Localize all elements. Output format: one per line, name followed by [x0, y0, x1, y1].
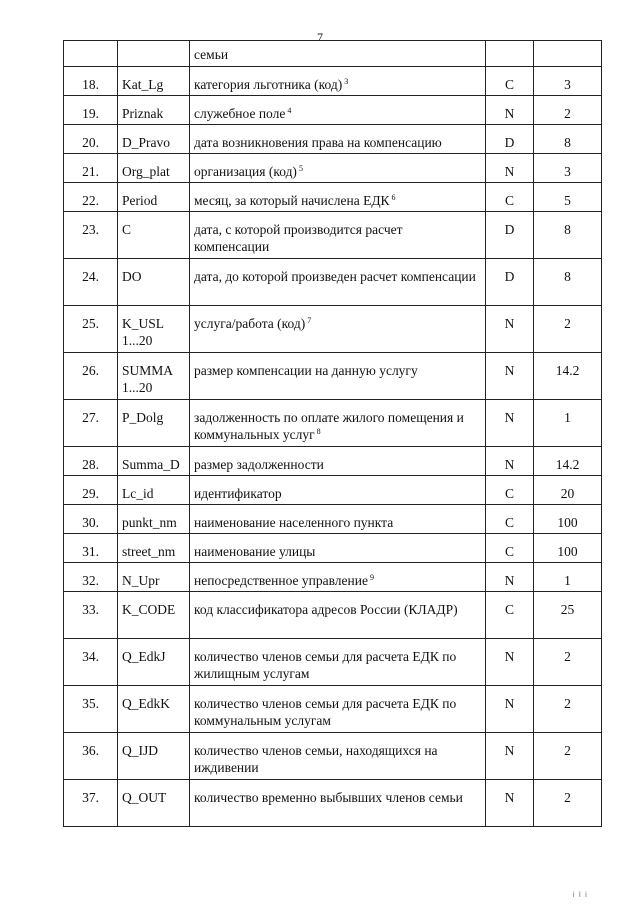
- footnote-marker: 5: [298, 163, 303, 173]
- cell-field: [118, 447, 190, 476]
- table-row: [64, 306, 602, 353]
- cell-description-text: идентификатор: [194, 486, 282, 501]
- cell-description-text: размер задолженности: [194, 457, 324, 472]
- cell-field: [118, 780, 190, 827]
- cell-number: [64, 41, 118, 67]
- cell-field-text: Q_EdkJ: [122, 649, 166, 664]
- cell-length: [534, 67, 602, 96]
- cell-description-text: наименование улицы: [194, 544, 316, 559]
- cell-number-text: 27.: [82, 410, 99, 425]
- footnote-marker: 6: [391, 192, 396, 202]
- cell-number-text: 31.: [82, 544, 99, 559]
- cell-number-text: 29.: [82, 486, 99, 501]
- cell-length-text: 100: [557, 544, 578, 559]
- table-row: [64, 125, 602, 154]
- cell-type-text: D: [504, 135, 515, 150]
- cell-description-text: дата возникновения права на компенсацию: [194, 135, 442, 150]
- cell-length-text: 2: [564, 106, 571, 121]
- cell-number: [64, 563, 118, 592]
- cell-field: [118, 67, 190, 96]
- cell-field-text: Q_IJD: [122, 743, 158, 758]
- cell-type: [486, 592, 534, 639]
- cell-field-text: D_Pravo: [122, 135, 170, 150]
- cell-description-text: размер компенсации на данную услугу: [194, 363, 418, 378]
- cell-type: [486, 306, 534, 353]
- cell-length: [534, 41, 602, 67]
- cell-description-text: категория льготника (код): [194, 77, 343, 92]
- cell-field-text: street_nm: [122, 544, 176, 559]
- cell-type-text: N: [504, 649, 515, 664]
- cell-type-text: N: [504, 573, 515, 588]
- cell-number: [64, 96, 118, 125]
- cell-type: [486, 212, 534, 259]
- cell-type: [486, 639, 534, 686]
- cell-number-text: 21.: [82, 164, 99, 179]
- cell-length-text: 2: [564, 649, 571, 664]
- cell-number: [64, 686, 118, 733]
- cell-number-text: 30.: [82, 515, 99, 530]
- cell-number: [64, 125, 118, 154]
- cell-description-text: дата, до которой произведен расчет компенсации: [194, 269, 476, 284]
- cell-type: [486, 125, 534, 154]
- cell-field: [118, 505, 190, 534]
- cell-field-text: N_Upr: [122, 573, 160, 588]
- cell-type-text: N: [504, 743, 515, 758]
- cell-description: [190, 563, 486, 592]
- cell-length: [534, 400, 602, 447]
- cell-field-text: Lc_id: [122, 486, 154, 501]
- cell-length-text: 20: [560, 486, 575, 501]
- cell-description-text: организация (код): [194, 164, 297, 179]
- cell-length: [534, 259, 602, 306]
- cell-description: [190, 780, 486, 827]
- cell-number-text: 32.: [82, 573, 99, 588]
- cell-number: [64, 476, 118, 505]
- cell-field-text: Summa_D: [122, 457, 180, 472]
- table-row: [64, 534, 602, 563]
- cell-number-text: 36.: [82, 743, 99, 758]
- cell-description: [190, 259, 486, 306]
- cell-type-text: D: [504, 269, 515, 284]
- cell-field: [118, 259, 190, 306]
- cell-length-text: 8: [564, 269, 571, 284]
- cell-type-text: N: [504, 106, 515, 121]
- cell-type-text: N: [504, 790, 515, 805]
- cell-description: [190, 639, 486, 686]
- cell-length: [534, 534, 602, 563]
- cell-field: [118, 212, 190, 259]
- cell-type-text: C: [504, 544, 514, 559]
- table-row: [64, 183, 602, 212]
- cell-description: [190, 733, 486, 780]
- cell-number: [64, 67, 118, 96]
- cell-length-text: 3: [564, 77, 571, 92]
- cell-description: [190, 212, 486, 259]
- cell-length: [534, 125, 602, 154]
- cell-number: [64, 447, 118, 476]
- cell-type: [486, 476, 534, 505]
- cell-length: [534, 780, 602, 827]
- cell-description: [190, 353, 486, 400]
- cell-description: семьи: [190, 41, 486, 67]
- cell-length-text: 8: [564, 222, 571, 237]
- table-row: [64, 96, 602, 125]
- footnote-marker: 7: [307, 315, 312, 325]
- cell-length-text: 100: [557, 515, 578, 530]
- footnote-marker: 8: [316, 426, 321, 436]
- cell-type: [486, 400, 534, 447]
- corner-mark: i l i: [572, 891, 588, 899]
- cell-length: [534, 306, 602, 353]
- cell-description-text: количество членов семьи для расчета ЕДК по коммунальным услугам: [194, 696, 457, 728]
- cell-type-text: C: [504, 602, 514, 617]
- cell-type: [486, 780, 534, 827]
- cell-field-text: K_CODE: [122, 602, 176, 617]
- cell-description: [190, 306, 486, 353]
- cell-length: [534, 733, 602, 780]
- cell-number: [64, 353, 118, 400]
- cell-field-text: Period: [122, 193, 158, 208]
- cell-field: [118, 476, 190, 505]
- cell-description: [190, 183, 486, 212]
- cell-length-text: 8: [564, 135, 571, 150]
- cell-description: [190, 476, 486, 505]
- table-row: [64, 353, 602, 400]
- cell-description-text: количество временно выбывших членов семьи: [194, 790, 463, 805]
- cell-type: [486, 353, 534, 400]
- cell-field-text: K_USL 1...20: [122, 316, 164, 348]
- cell-field: [118, 306, 190, 353]
- footnote-marker: 9: [369, 572, 374, 582]
- cell-type-text: N: [504, 696, 515, 711]
- cell-length: [534, 183, 602, 212]
- cell-field-text: Q_EdkK: [122, 696, 170, 711]
- cell-description: [190, 686, 486, 733]
- cell-length-text: 14.2: [555, 457, 580, 472]
- cell-length-text: 1: [564, 573, 571, 588]
- cell-field: [118, 639, 190, 686]
- cell-type-text: C: [504, 515, 514, 530]
- cell-type: [486, 686, 534, 733]
- cell-type: [486, 534, 534, 563]
- cell-number-text: 25.: [82, 316, 99, 331]
- cell-type-text: C: [504, 193, 514, 208]
- cell-description: [190, 96, 486, 125]
- cell-number: [64, 534, 118, 563]
- cell-field-text: Org_plat: [122, 164, 170, 179]
- cell-field-text: C: [122, 222, 132, 237]
- cell-number: [64, 259, 118, 306]
- cell-length-text: 2: [564, 316, 571, 331]
- cell-field-text: Kat_Lg: [122, 77, 164, 92]
- table-row: [64, 780, 602, 827]
- table-row: [64, 505, 602, 534]
- cell-field: [118, 733, 190, 780]
- table-row: [64, 592, 602, 639]
- cell-length: [534, 592, 602, 639]
- cell-length: [534, 686, 602, 733]
- cell-field-text: Q_OUT: [122, 790, 167, 805]
- cell-type: [486, 505, 534, 534]
- cell-length-text: 2: [564, 696, 571, 711]
- cell-description-text: служебное поле: [194, 106, 286, 121]
- table-row: [64, 447, 602, 476]
- cell-number: [64, 400, 118, 447]
- cell-length: [534, 353, 602, 400]
- cell-type: [486, 41, 534, 67]
- cell-type: [486, 563, 534, 592]
- cell-number-text: 20.: [82, 135, 99, 150]
- cell-type-text: N: [504, 363, 515, 378]
- cell-number-text: 18.: [82, 77, 99, 92]
- cell-description: [190, 125, 486, 154]
- cell-type: [486, 447, 534, 476]
- cell-number: [64, 306, 118, 353]
- cell-number-text: 26.: [82, 363, 99, 378]
- cell-type: [486, 67, 534, 96]
- cell-type-text: C: [504, 486, 514, 501]
- cell-length: [534, 639, 602, 686]
- cell-field-text: SUMMA 1...20: [122, 363, 173, 395]
- cell-number: [64, 592, 118, 639]
- table-row: [64, 212, 602, 259]
- cell-field-text: P_Dolg: [122, 410, 164, 425]
- cell-length: [534, 447, 602, 476]
- cell-length: [534, 505, 602, 534]
- table-row: [64, 259, 602, 306]
- cell-description-text: количество членов семьи, находящихся на иждивении: [194, 743, 438, 775]
- table-row: [64, 563, 602, 592]
- cell-length-text: 2: [564, 790, 571, 805]
- table-row-continuation: [64, 41, 602, 67]
- cell-field: [118, 96, 190, 125]
- cell-description-text: код классификатора адресов России (КЛАДР): [194, 602, 458, 617]
- cell-number-text: 34.: [82, 649, 99, 664]
- cell-number-text: 28.: [82, 457, 99, 472]
- cell-number-text: 19.: [82, 106, 99, 121]
- cell-type: [486, 154, 534, 183]
- cell-number-text: 35.: [82, 696, 99, 711]
- fields-table: [63, 40, 602, 827]
- cell-type: [486, 733, 534, 780]
- cell-field: [118, 41, 190, 67]
- footnote-marker: 3: [344, 76, 349, 86]
- cell-number: [64, 780, 118, 827]
- cell-description: [190, 534, 486, 563]
- cell-length-text: 14.2: [555, 363, 580, 378]
- cell-type-text: N: [504, 410, 515, 425]
- cell-length-text: 1: [564, 410, 571, 425]
- cell-field: [118, 592, 190, 639]
- cell-type: [486, 96, 534, 125]
- cell-number-text: 22.: [82, 193, 99, 208]
- cell-type-text: N: [504, 316, 515, 331]
- cell-type: [486, 259, 534, 306]
- cell-number: [64, 212, 118, 259]
- cell-description: [190, 592, 486, 639]
- cell-description: [190, 67, 486, 96]
- cell-number-text: 33.: [82, 602, 99, 617]
- cell-field: [118, 534, 190, 563]
- cell-length-text: 25: [560, 602, 575, 617]
- cell-field: [118, 353, 190, 400]
- cell-field: [118, 686, 190, 733]
- cell-description-text: количество членов семьи для расчета ЕДК по жилищным услугам: [194, 649, 457, 681]
- cell-field: [118, 400, 190, 447]
- cell-length: [534, 212, 602, 259]
- cell-length-text: 2: [564, 743, 571, 758]
- cell-type: [486, 183, 534, 212]
- cell-number: [64, 639, 118, 686]
- cell-number-text: 24.: [82, 269, 99, 284]
- cell-field-text: DO: [122, 269, 142, 284]
- table-row: [64, 476, 602, 505]
- cell-field: [118, 154, 190, 183]
- cell-field: [118, 125, 190, 154]
- cell-field: [118, 563, 190, 592]
- cell-number-text: 37.: [82, 790, 99, 805]
- cell-description-text: месяц, за который начислена ЕДК: [194, 193, 390, 208]
- cell-number: [64, 505, 118, 534]
- cell-number: [64, 183, 118, 212]
- cell-number: [64, 733, 118, 780]
- cell-description: [190, 447, 486, 476]
- cell-length: [534, 96, 602, 125]
- footnote-marker: 4: [287, 105, 292, 115]
- cell-field-text: Priznak: [122, 106, 164, 121]
- cell-length: [534, 476, 602, 505]
- cell-field: [118, 183, 190, 212]
- page-number: 7: [317, 30, 323, 44]
- cell-description-text: непосредственное управление: [194, 573, 368, 588]
- cell-type-text: D: [504, 222, 515, 237]
- cell-number-text: 23.: [82, 222, 99, 237]
- cell-length-text: 5: [564, 193, 571, 208]
- cell-description-text: дата, с которой производится расчет компенсации: [194, 222, 403, 254]
- cell-description-text: наименование населенного пункта: [194, 515, 394, 530]
- cell-number: [64, 154, 118, 183]
- cell-description-text: услуга/работа (код): [194, 316, 306, 331]
- table-row: [64, 154, 602, 183]
- cell-description: [190, 154, 486, 183]
- cell-description-text: задолженность по оплате жилого помещения и коммунальных услуг: [194, 410, 464, 442]
- table-row: [64, 400, 602, 447]
- table-body: [64, 41, 602, 827]
- cell-description: [190, 505, 486, 534]
- cell-type-text: N: [504, 164, 515, 179]
- table-row: [64, 67, 602, 96]
- cell-length-text: 3: [564, 164, 571, 179]
- cell-type-text: C: [504, 77, 514, 92]
- cell-type-text: N: [504, 457, 515, 472]
- cell-length: [534, 154, 602, 183]
- cell-field-text: punkt_nm: [122, 515, 177, 530]
- cell-description: [190, 400, 486, 447]
- table-row: [64, 733, 602, 780]
- table-row: [64, 686, 602, 733]
- table-row: [64, 639, 602, 686]
- cell-length: [534, 563, 602, 592]
